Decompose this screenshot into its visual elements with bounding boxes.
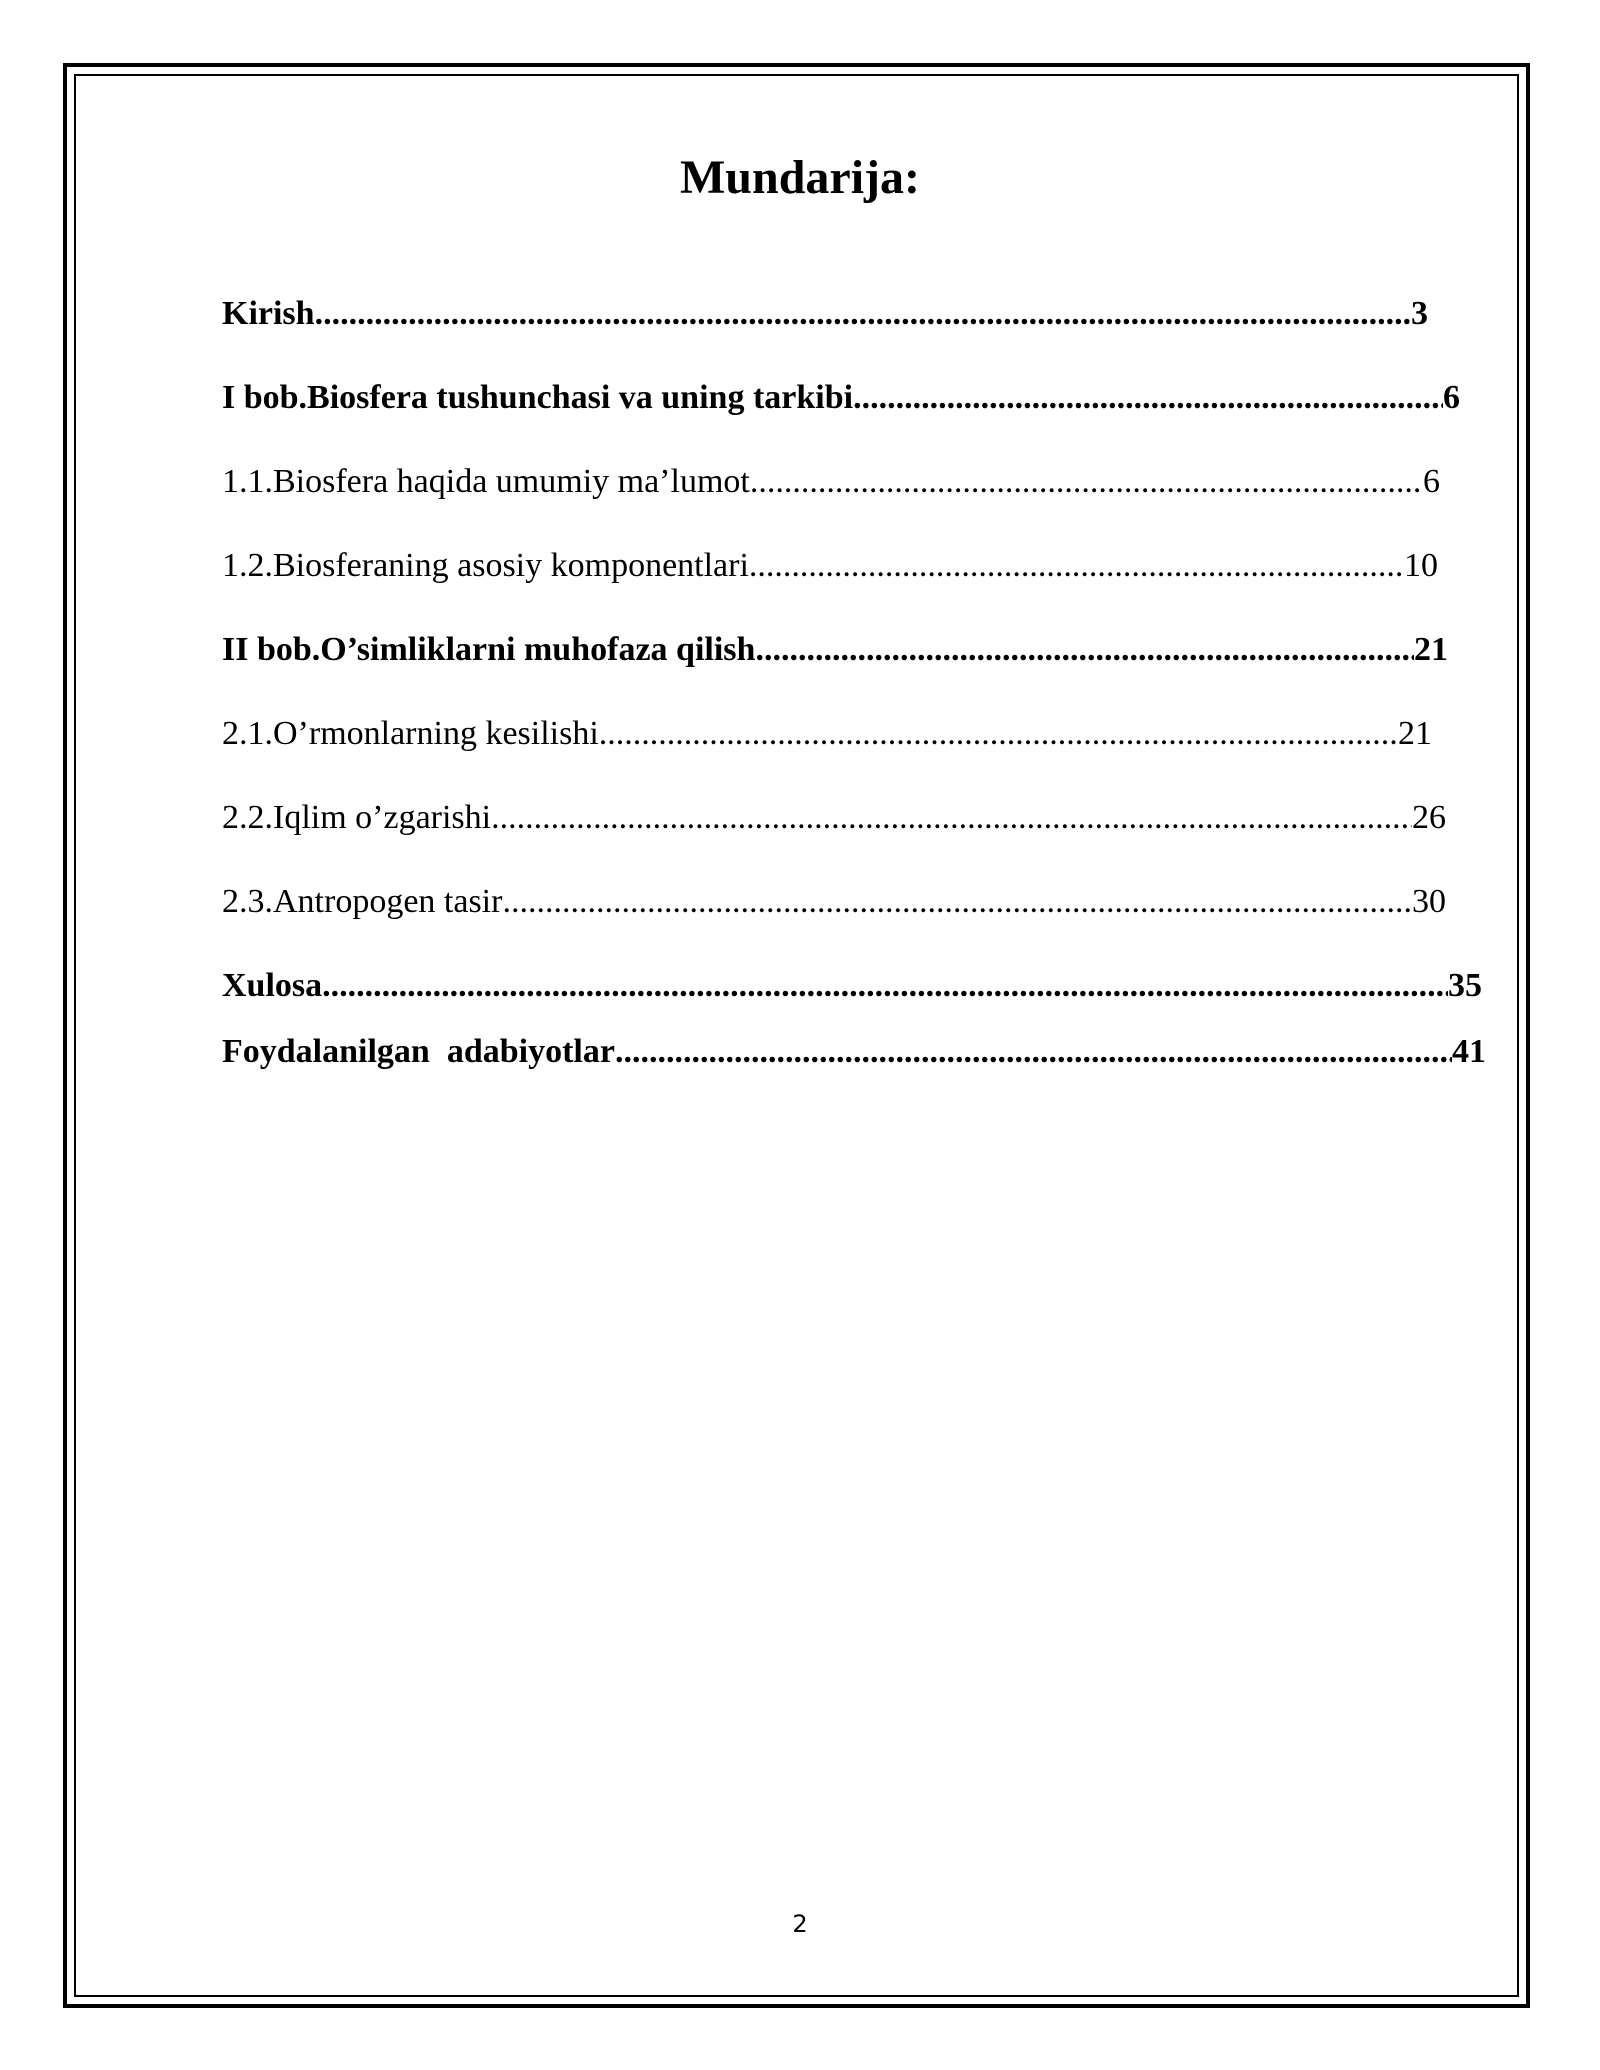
toc-entry-page: 30 <box>1412 883 1446 920</box>
toc-entry-section-1-2 <box>222 546 1438 586</box>
toc-leader-dots <box>491 798 1412 838</box>
toc-entry-label: 1.2.Biosferaning asosiy komponentlari <box>222 547 749 584</box>
toc-entry-page: 35 <box>1448 967 1482 1004</box>
toc-entry-section-2-2 <box>222 798 1446 838</box>
toc-entry-page: 6 <box>1423 463 1440 500</box>
toc-leader-dots <box>322 966 1448 1006</box>
toc-entry-label: I bob.Biosfera tushunchasi va uning tarkibi <box>222 379 854 416</box>
toc-entry-label: 1.1.Biosfera haqida umumiy ma’lumot <box>222 463 750 500</box>
toc-entry-page: 26 <box>1412 799 1446 836</box>
toc-entry-label: Kirish <box>222 295 315 332</box>
toc-leader-dots <box>755 630 1414 670</box>
toc-leader-dots <box>315 294 1411 334</box>
toc-entry-label: 2.2.Iqlim o’zgarishi <box>222 799 492 836</box>
toc-leader-dots <box>750 462 1423 502</box>
toc-entry-section-2-1 <box>222 714 1432 754</box>
toc-entry-page: 41 <box>1452 1033 1486 1070</box>
toc-entry-label: 2.1.O’rmonlarning kesilishi <box>222 715 599 752</box>
toc-entry-label: Foydalanilgan adabiyotlar <box>222 1033 615 1070</box>
toc-entry-xulosa <box>222 966 1482 1006</box>
toc-entry-page: 10 <box>1404 547 1438 584</box>
toc-leader-dots <box>599 714 1398 754</box>
toc-entry-page: 21 <box>1398 715 1432 752</box>
toc-entry-page: 21 <box>1414 631 1448 668</box>
toc-entry-section-2-3 <box>222 882 1446 922</box>
toc-leader-dots <box>749 546 1404 586</box>
toc-entry-page: 6 <box>1443 379 1460 416</box>
toc-entry-label: II bob.O’simliklarni muhofaza qilish <box>222 631 756 668</box>
toc-entry-label: 2.3.Antropogen tasir <box>222 883 503 920</box>
page-number: 2 <box>792 1910 808 1938</box>
toc-leader-dots <box>853 378 1443 418</box>
toc-entry-chapter-1 <box>222 378 1460 418</box>
toc-title: Mundarija: <box>680 151 920 204</box>
toc-leader-dots <box>615 1032 1452 1072</box>
toc-entry-chapter-2 <box>222 630 1448 670</box>
toc-leader-dots <box>502 882 1412 922</box>
toc-entry-kirish <box>222 294 1428 334</box>
toc-entry-label: Xulosa <box>222 967 323 1004</box>
toc-entry-section-1-1 <box>222 462 1440 502</box>
toc-entry-page: 3 <box>1411 295 1428 332</box>
toc-entry-references <box>222 1032 1486 1072</box>
